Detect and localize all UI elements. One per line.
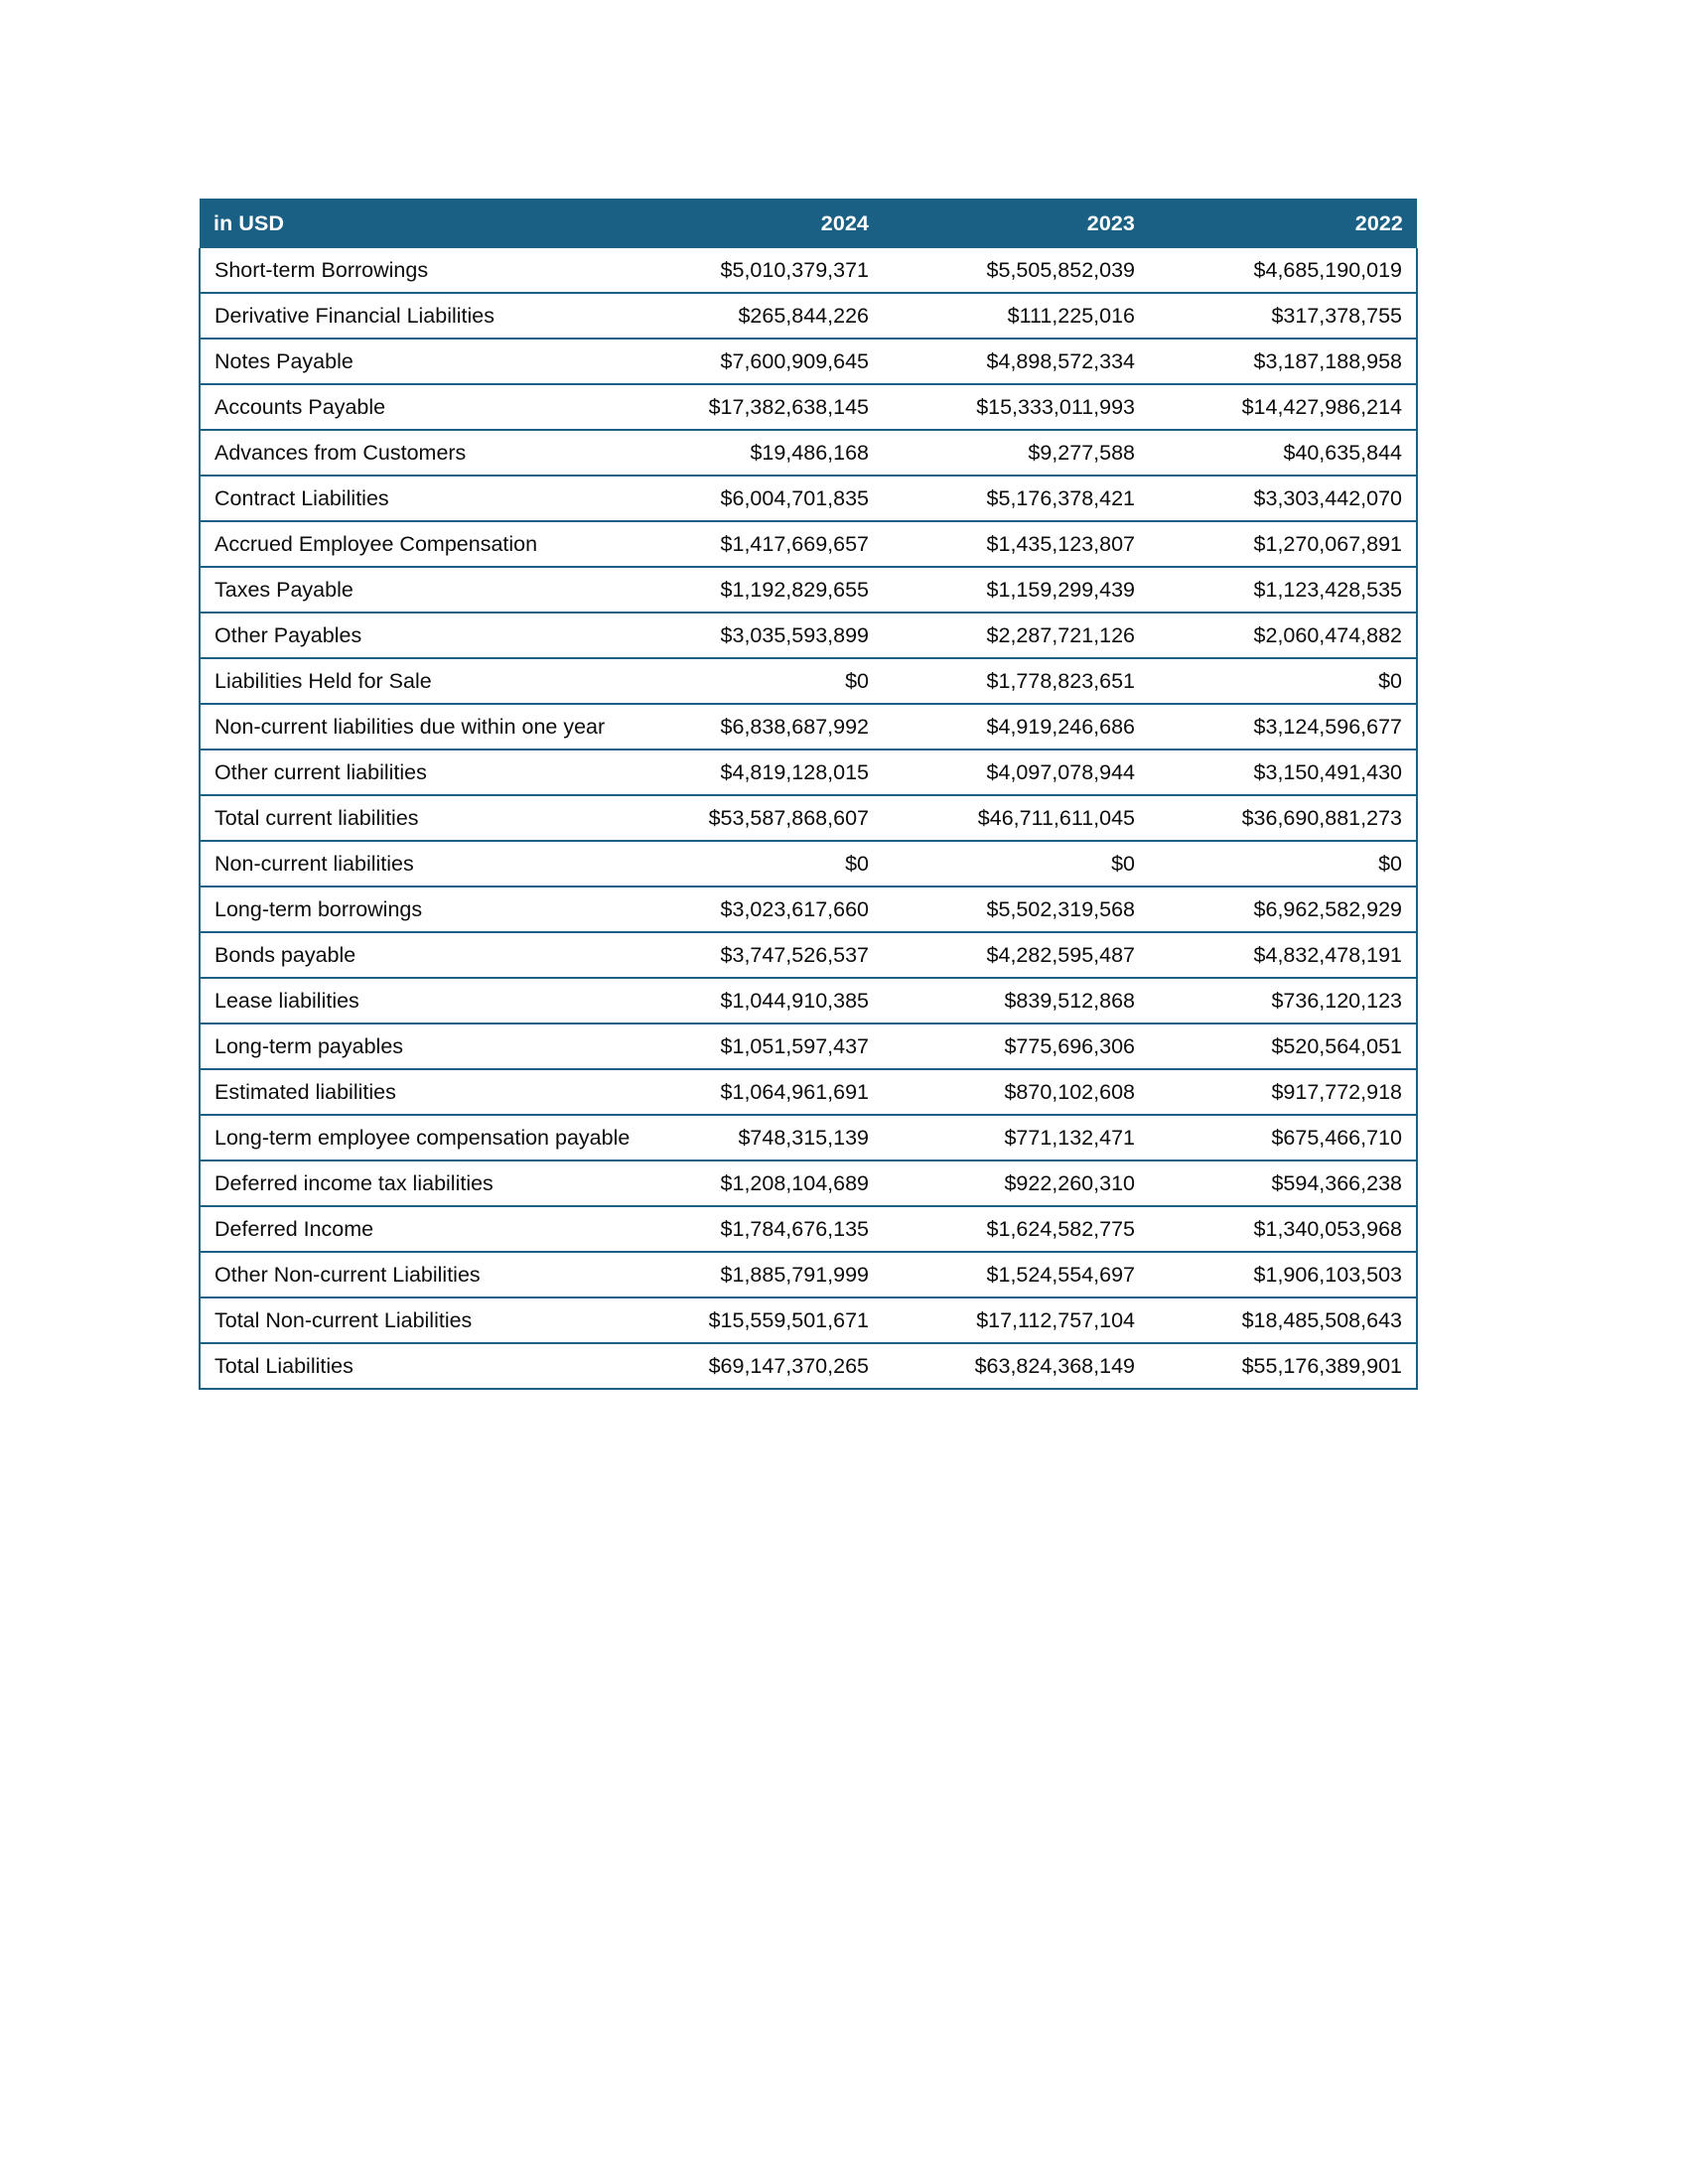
row-value-2023: $4,097,078,944: [883, 750, 1149, 795]
row-label: Total current liabilities: [200, 795, 617, 841]
row-value-2022: $736,120,123: [1149, 978, 1417, 1024]
row-value-2023: $5,502,319,568: [883, 887, 1149, 932]
row-label: Other Payables: [200, 613, 617, 658]
row-value-2022: $1,123,428,535: [1149, 567, 1417, 613]
row-value-2023: $9,277,588: [883, 430, 1149, 476]
row-value-2024: $1,417,669,657: [617, 521, 883, 567]
row-label: Bonds payable: [200, 932, 617, 978]
row-value-2024: $1,044,910,385: [617, 978, 883, 1024]
table-row: [200, 1069, 1417, 1115]
row-value-2022: $317,378,755: [1149, 293, 1417, 339]
row-label: Long-term payables: [200, 1024, 617, 1069]
row-value-2023: $4,282,595,487: [883, 932, 1149, 978]
row-label: Taxes Payable: [200, 567, 617, 613]
row-value-2023: $15,333,011,993: [883, 384, 1149, 430]
liabilities-table: [199, 199, 1418, 1390]
table-row: [200, 430, 1417, 476]
table-row: [200, 932, 1417, 978]
table-row: [200, 658, 1417, 704]
column-header-2024: 2024: [617, 199, 883, 248]
row-value-2022: $3,303,442,070: [1149, 476, 1417, 521]
table-row: [200, 841, 1417, 887]
row-value-2023: $63,824,368,149: [883, 1343, 1149, 1389]
row-value-2022: $4,832,478,191: [1149, 932, 1417, 978]
row-label: Derivative Financial Liabilities: [200, 293, 617, 339]
row-value-2022: $55,176,389,901: [1149, 1343, 1417, 1389]
row-label: Accounts Payable: [200, 384, 617, 430]
row-label: Contract Liabilities: [200, 476, 617, 521]
row-value-2022: $594,366,238: [1149, 1160, 1417, 1206]
row-value-2022: $3,150,491,430: [1149, 750, 1417, 795]
row-value-2024: $7,600,909,645: [617, 339, 883, 384]
table-row: [200, 887, 1417, 932]
row-label: Total Liabilities: [200, 1343, 617, 1389]
column-header-label: in USD: [200, 199, 617, 248]
row-value-2024: $1,051,597,437: [617, 1024, 883, 1069]
row-value-2023: $775,696,306: [883, 1024, 1149, 1069]
row-value-2022: $6,962,582,929: [1149, 887, 1417, 932]
row-value-2024: $265,844,226: [617, 293, 883, 339]
row-value-2023: $1,524,554,697: [883, 1252, 1149, 1297]
table-row: [200, 1297, 1417, 1343]
row-value-2022: $3,187,188,958: [1149, 339, 1417, 384]
table-header-row: [200, 199, 1417, 248]
row-value-2023: $1,159,299,439: [883, 567, 1149, 613]
row-value-2024: $1,784,676,135: [617, 1206, 883, 1252]
table-row: [200, 293, 1417, 339]
row-value-2023: $5,505,852,039: [883, 248, 1149, 293]
row-value-2023: $1,778,823,651: [883, 658, 1149, 704]
row-value-2023: $0: [883, 841, 1149, 887]
row-value-2022: $4,685,190,019: [1149, 248, 1417, 293]
row-label: Long-term borrowings: [200, 887, 617, 932]
row-label: Deferred Income: [200, 1206, 617, 1252]
row-label: Non-current liabilities due within one year: [200, 704, 617, 750]
row-value-2022: $1,340,053,968: [1149, 1206, 1417, 1252]
table-row: [200, 1343, 1417, 1389]
table-row: [200, 476, 1417, 521]
row-label: Short-term Borrowings: [200, 248, 617, 293]
row-value-2022: $0: [1149, 658, 1417, 704]
row-value-2024: $1,208,104,689: [617, 1160, 883, 1206]
liabilities-table-container: [199, 199, 1416, 1390]
table-row: [200, 795, 1417, 841]
row-label: Non-current liabilities: [200, 841, 617, 887]
row-value-2024: $6,004,701,835: [617, 476, 883, 521]
row-value-2024: $53,587,868,607: [617, 795, 883, 841]
row-value-2024: $4,819,128,015: [617, 750, 883, 795]
table-row: [200, 750, 1417, 795]
row-value-2024: $17,382,638,145: [617, 384, 883, 430]
row-value-2022: $917,772,918: [1149, 1069, 1417, 1115]
row-value-2024: $1,192,829,655: [617, 567, 883, 613]
row-value-2022: $1,270,067,891: [1149, 521, 1417, 567]
row-label: Deferred income tax liabilities: [200, 1160, 617, 1206]
table-header: [200, 199, 1417, 248]
row-label: Accrued Employee Compensation: [200, 521, 617, 567]
row-value-2023: $870,102,608: [883, 1069, 1149, 1115]
row-value-2024: $0: [617, 658, 883, 704]
row-value-2024: $19,486,168: [617, 430, 883, 476]
row-value-2024: $15,559,501,671: [617, 1297, 883, 1343]
row-value-2024: $0: [617, 841, 883, 887]
table-row: [200, 521, 1417, 567]
row-label: Other Non-current Liabilities: [200, 1252, 617, 1297]
row-value-2024: $69,147,370,265: [617, 1343, 883, 1389]
row-value-2023: $46,711,611,045: [883, 795, 1149, 841]
table-row: [200, 248, 1417, 293]
row-value-2022: $14,427,986,214: [1149, 384, 1417, 430]
row-label: Total Non-current Liabilities: [200, 1297, 617, 1343]
row-value-2022: $3,124,596,677: [1149, 704, 1417, 750]
row-value-2024: $6,838,687,992: [617, 704, 883, 750]
row-value-2024: $3,747,526,537: [617, 932, 883, 978]
row-value-2023: $5,176,378,421: [883, 476, 1149, 521]
row-value-2023: $771,132,471: [883, 1115, 1149, 1160]
table-row: [200, 1115, 1417, 1160]
row-value-2024: $3,023,617,660: [617, 887, 883, 932]
row-value-2023: $1,624,582,775: [883, 1206, 1149, 1252]
row-value-2023: $111,225,016: [883, 293, 1149, 339]
row-value-2024: $5,010,379,371: [617, 248, 883, 293]
row-value-2024: $1,064,961,691: [617, 1069, 883, 1115]
row-label: Advances from Customers: [200, 430, 617, 476]
table-row: [200, 613, 1417, 658]
row-value-2022: $675,466,710: [1149, 1115, 1417, 1160]
row-value-2024: $1,885,791,999: [617, 1252, 883, 1297]
table-row: [200, 1024, 1417, 1069]
row-label: Long-term employee compensation payable: [200, 1115, 617, 1160]
row-value-2023: $4,898,572,334: [883, 339, 1149, 384]
row-value-2024: $748,315,139: [617, 1115, 883, 1160]
row-value-2022: $520,564,051: [1149, 1024, 1417, 1069]
row-label: Liabilities Held for Sale: [200, 658, 617, 704]
row-value-2022: $36,690,881,273: [1149, 795, 1417, 841]
row-value-2024: $3,035,593,899: [617, 613, 883, 658]
row-value-2022: $0: [1149, 841, 1417, 887]
row-value-2023: $839,512,868: [883, 978, 1149, 1024]
row-value-2023: $2,287,721,126: [883, 613, 1149, 658]
row-value-2022: $40,635,844: [1149, 430, 1417, 476]
column-header-2022: 2022: [1149, 199, 1417, 248]
row-value-2023: $1,435,123,807: [883, 521, 1149, 567]
table-row: [200, 384, 1417, 430]
row-label: Estimated liabilities: [200, 1069, 617, 1115]
row-label: Lease liabilities: [200, 978, 617, 1024]
row-value-2022: $2,060,474,882: [1149, 613, 1417, 658]
table-body: [200, 248, 1417, 1389]
row-label: Notes Payable: [200, 339, 617, 384]
row-value-2023: $922,260,310: [883, 1160, 1149, 1206]
row-value-2023: $4,919,246,686: [883, 704, 1149, 750]
table-row: [200, 339, 1417, 384]
table-row: [200, 567, 1417, 613]
row-value-2022: $1,906,103,503: [1149, 1252, 1417, 1297]
row-value-2022: $18,485,508,643: [1149, 1297, 1417, 1343]
table-row: [200, 1206, 1417, 1252]
table-row: [200, 1252, 1417, 1297]
column-header-2023: 2023: [883, 199, 1149, 248]
row-value-2023: $17,112,757,104: [883, 1297, 1149, 1343]
table-row: [200, 704, 1417, 750]
row-label: Other current liabilities: [200, 750, 617, 795]
table-row: [200, 978, 1417, 1024]
table-row: [200, 1160, 1417, 1206]
